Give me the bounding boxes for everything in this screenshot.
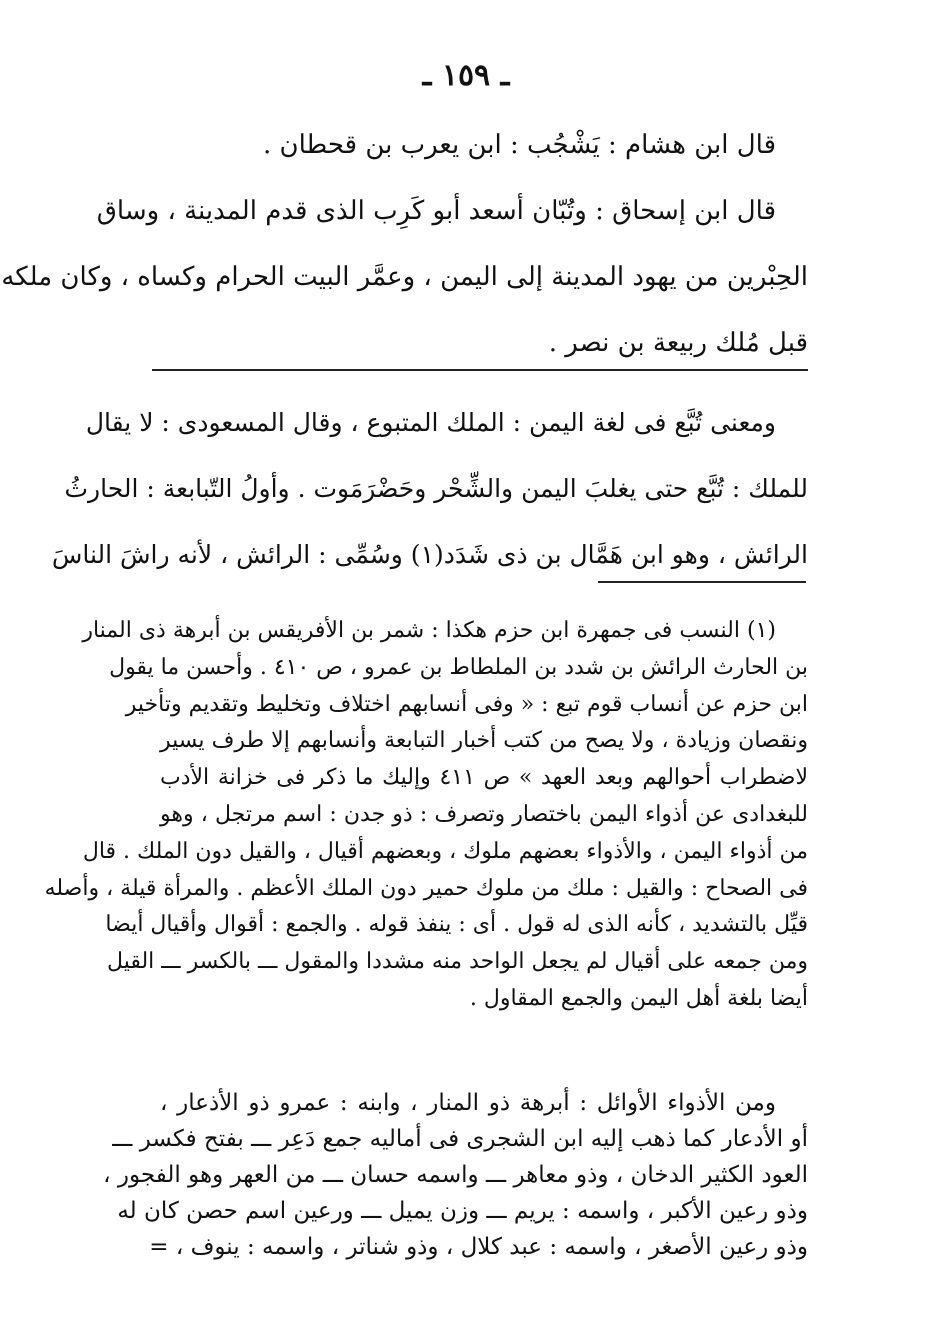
commentary-line: الرائش ، وهو ابن هَمَّال بن ذى شَدَد(١) وسُمِّى : الرائش ، لأنه راشَ الناسَ	[51, 540, 808, 569]
main-text	[1, 112, 808, 376]
adhwa-list	[103, 1085, 808, 1265]
main-text-line: قال ابن هشام : يَشْجُب : ابن يعرب بن قحطان .	[262, 130, 776, 160]
page-number: ـ ١٥٩ ـ	[422, 58, 510, 93]
footnote-line: للبغدادى عن أذواء اليمن باختصار وتصرف : ذو جدن : اسم مرتجل ، وهو	[160, 801, 808, 827]
footnote-divider	[598, 581, 806, 583]
commentary-line: ومعنى تُبَّع فى لغة اليمن : الملك المتبوع ، وقال المسعودى : لا يقال	[85, 408, 776, 437]
footnote-line: من أذواء اليمن ، والأذواء بعضهم ملوك ، وبعضهم أقيال ، والقيل دون الملك . قال	[82, 838, 808, 864]
section-divider	[152, 369, 808, 371]
main-text-line: الحِبْرين من يهود المدينة إلى اليمن ، وعمَّر البيت الحرام وكساه ، وكان ملكه	[1, 262, 808, 292]
footnote-line: بن الحارث الرائش بن شدد بن الملطاط بن عمرو ، ص ٤١٠ . وأحسن ما يقول	[109, 654, 808, 680]
footnote-line: لاضطراب أحوالهم وبعد العهد » ص ٤١١ وإليك ما ذكر فى خزانة الأدب	[160, 765, 809, 791]
main-text-line: قبل مُلك ربيعة بن نصر .	[548, 328, 808, 358]
list-line: ومن الأذواء الأوائل : أبرهة ذو المنار ، وابنه : عمرو ذو الأذعار ،	[160, 1090, 776, 1116]
footnote-line: قيِّل بالتشديد ، كأنه الذى له قول . أى : ينفذ قوله . والجمع : أقوال وأقيال أيضا	[105, 912, 808, 938]
footnote-line: (١) النسب فى جمهرة ابن حزم هكذا : شمر بن الأفريقس بن أبرهة ذى المنار	[82, 618, 776, 643]
footnote-line: ابن حزم عن أنساب قوم تبع : « وفى أنسابهم اختلاف وتخليط وتقديم وتأخير	[125, 691, 808, 717]
commentary-line: للملك : تُبَّع حتى يغلبَ اليمن والشِّحْر وحَضْرَمَوت . وأولُ التّبابعة : الحارثُ	[64, 474, 808, 503]
footnote-line: ونقصان وزيادة ، ولا يصح من كتب أخبار التبابعة وأنسابهم إلا طرف يسير	[160, 728, 808, 754]
footnote	[44, 613, 809, 1018]
main-text-line: قال ابن إسحاق : وتُبّان أسعد أبو كَرِب الذى قدم المدينة ، وساق	[96, 196, 776, 226]
footnote-line: ومن جمعه على أقيال لم يجعل الواحد منه مشددا والمقول ـــ بالكسر ـــ القيل	[107, 949, 808, 975]
list-line: العود الكثير الدخان ، وذو معاهر ـــ واسمه حسان ـــ من العهر وهو الفجور ،	[103, 1162, 808, 1188]
footnote-line: أيضا بلغة أهل اليمن والجمع المقاول .	[469, 985, 808, 1011]
list-line: وذو رعين الأصغر ، واسمه : عبد كلال ، وذو شناتر ، واسمه : ينوف ، =	[149, 1234, 808, 1260]
footnote-line: فى الصحاح : والقيل : ملك من ملوك حمير دون الملك الأعظم . والمرأة قيلة ، وأصله	[44, 875, 808, 901]
commentary-text	[51, 390, 808, 588]
list-line: أو الأدعار كما ذهب إليه ابن الشجرى فى أماليه جمع دَعِر ـــ بفتح فكسر ـــ	[112, 1126, 808, 1152]
list-line: وذو رعين الأكبر ، واسمه : يريم ـــ وزن يميل ـــ ورعين اسم حصن كان له	[117, 1198, 808, 1224]
